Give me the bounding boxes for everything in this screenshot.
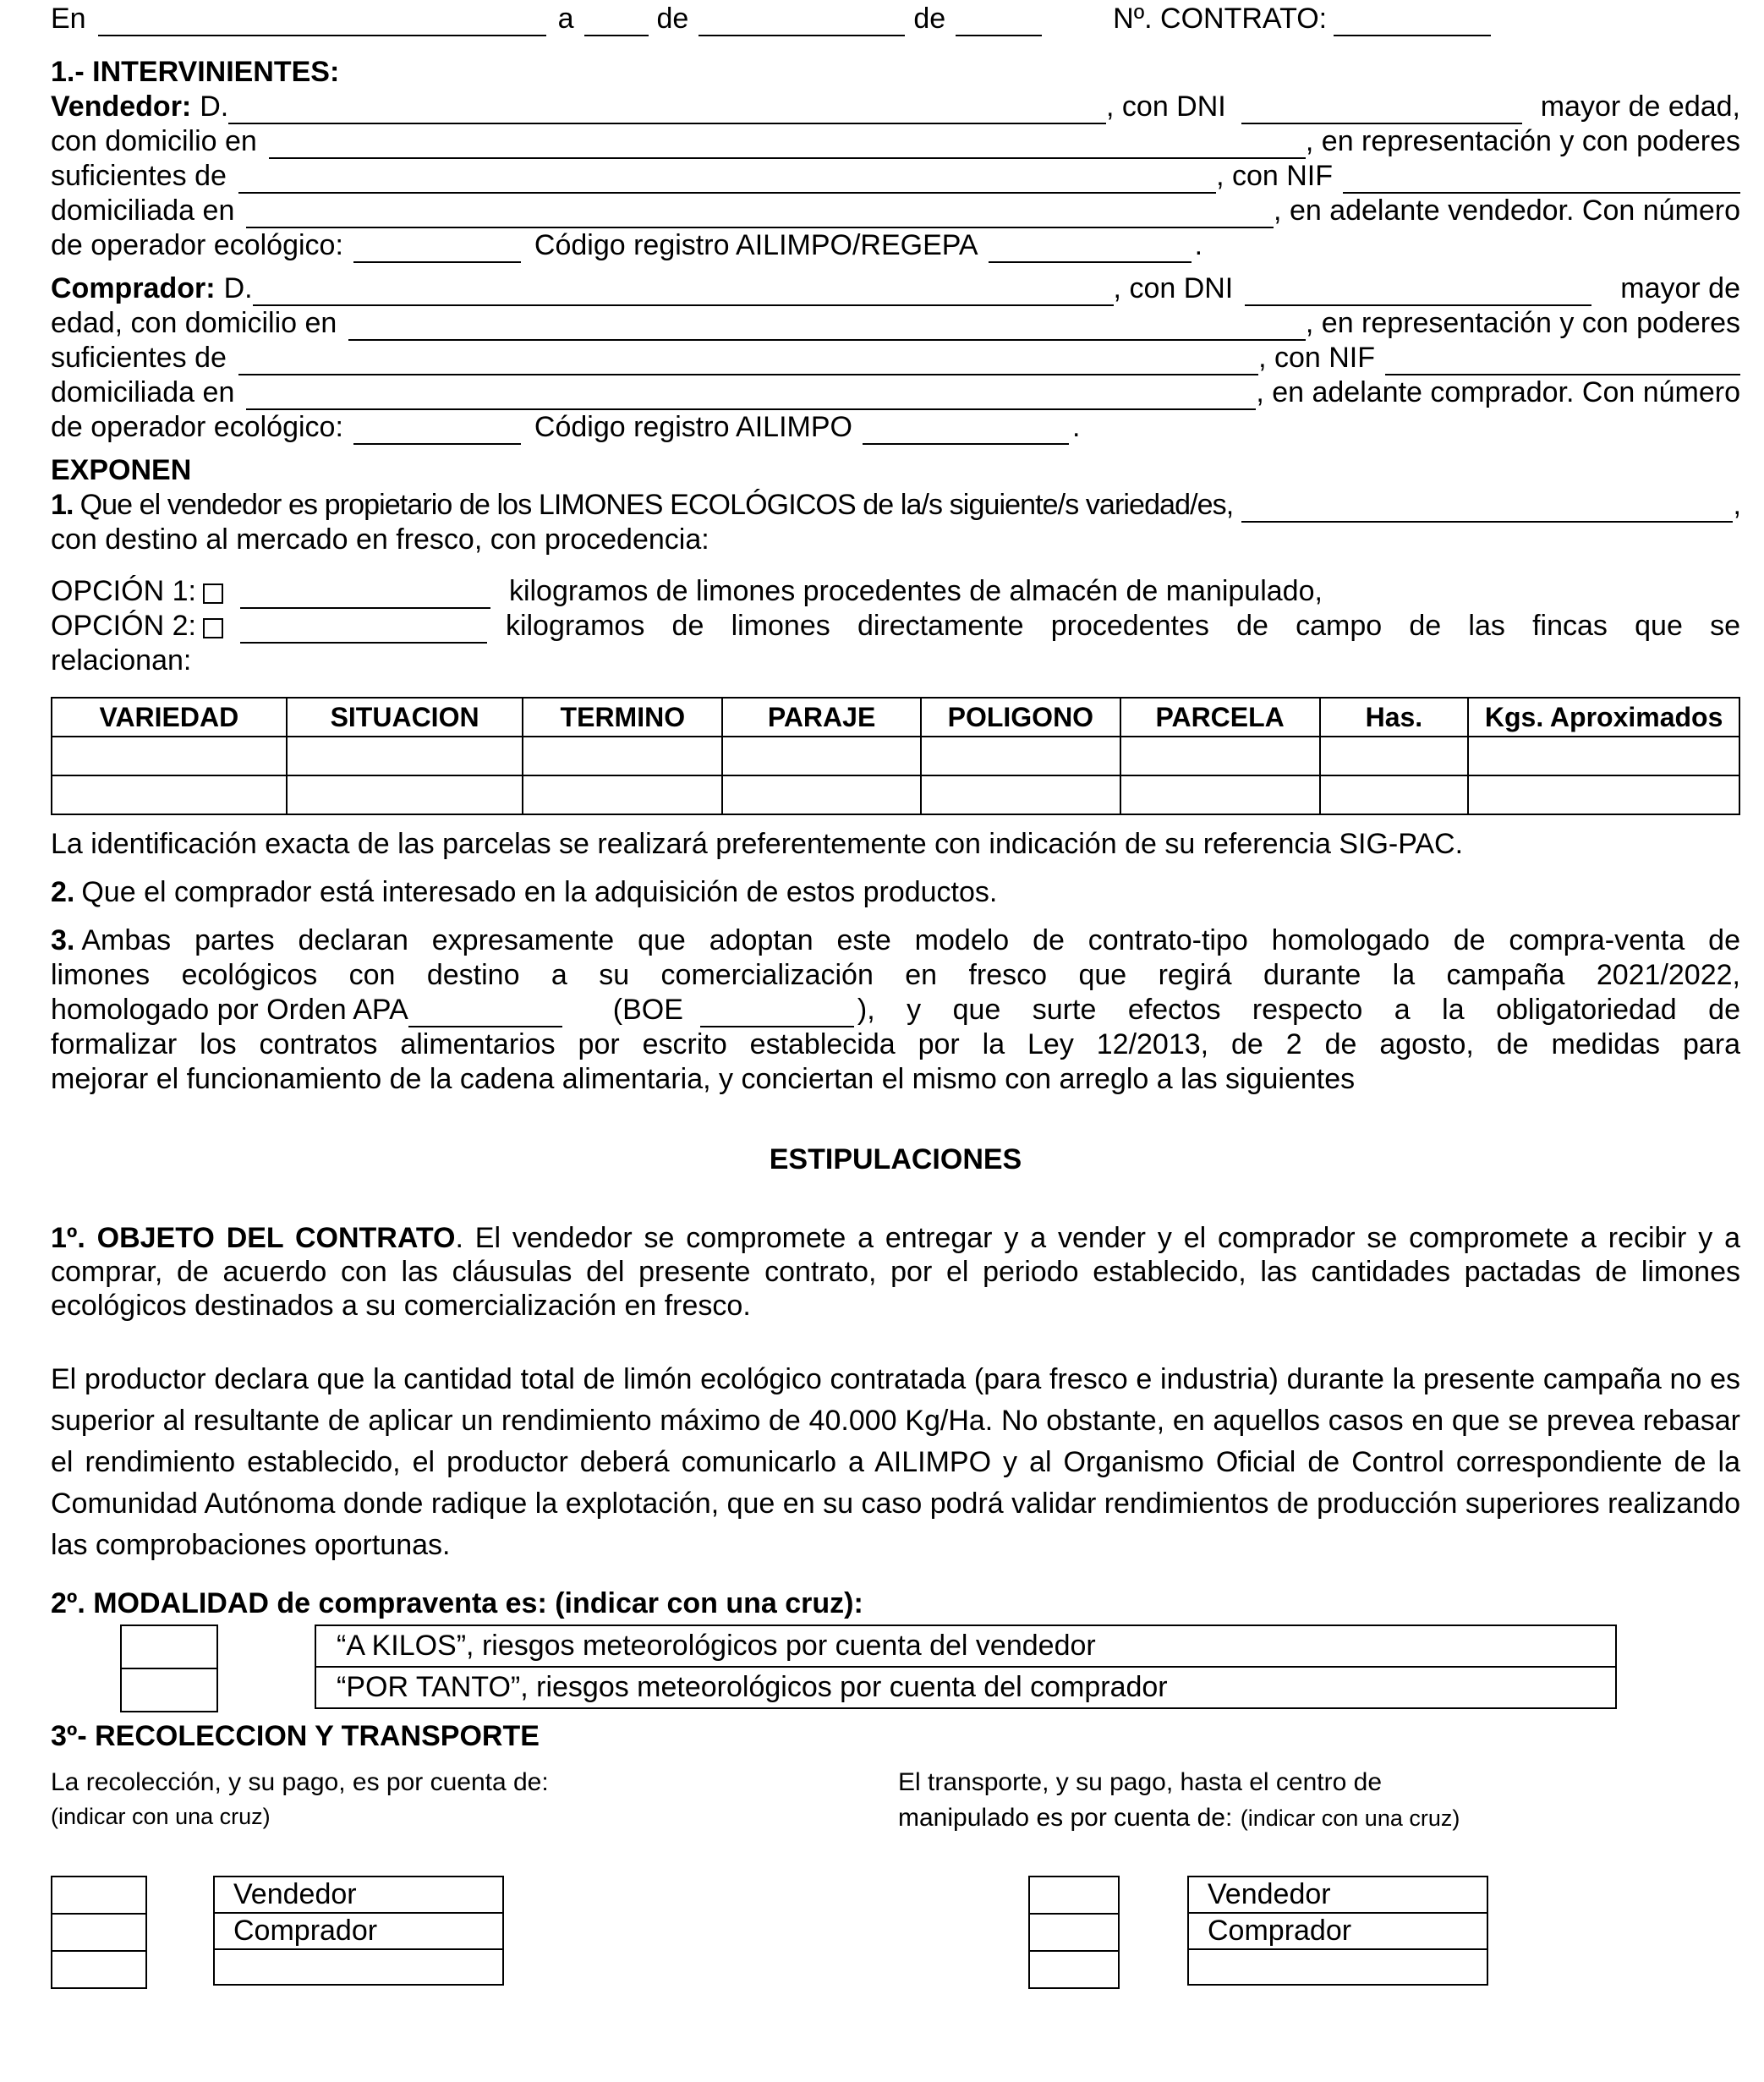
vendedor-name-field[interactable] <box>228 97 1106 124</box>
comprador-domicilio-field[interactable] <box>348 314 1306 341</box>
opcion-1-kg-field[interactable] <box>240 582 490 609</box>
recoleccion-vendedor-checkbox[interactable] <box>52 1877 146 1914</box>
vendedor-operador-label: de operador ecológico: <box>51 229 343 261</box>
opcion-2-label: OPCIÓN 2: <box>51 610 196 642</box>
orden-apa-field[interactable] <box>408 1000 562 1027</box>
header-de2: de <box>913 3 946 35</box>
opcion-2-line <box>51 609 1740 644</box>
boe-field[interactable] <box>700 1000 854 1027</box>
vendedor-domicilio-label: con domicilio en <box>51 125 257 157</box>
exponen-p3 <box>51 923 1740 1097</box>
col-variedad: VARIEDAD <box>52 698 287 737</box>
transporte-other-checkbox[interactable] <box>1029 1951 1119 1988</box>
opcion-1-label: OPCIÓN 1: <box>51 575 196 607</box>
modalidad-options <box>51 1625 1740 1712</box>
table-cell[interactable] <box>722 775 921 814</box>
comprador-empresa-field[interactable] <box>238 348 1258 375</box>
estipulacion-1-title: 1º. OBJETO DEL CONTRATO <box>51 1222 456 1254</box>
exponen-p2-text: Que el comprador está interesado en la adquisición de estos productos. <box>81 876 998 908</box>
table-row <box>52 737 1739 775</box>
header-en: En <box>51 3 86 35</box>
comprador-dni-field[interactable] <box>1245 279 1591 306</box>
transporte-comprador-checkbox[interactable] <box>1029 1914 1119 1951</box>
vendedor-line-2 <box>51 124 1740 159</box>
estipulacion-3-title: 3º- RECOLECCION Y TRANSPORTE <box>51 1720 540 1752</box>
comprador-nif-label: , con NIF <box>1258 342 1375 374</box>
transporte-line-2 <box>898 1800 1460 1833</box>
vendedor-d: D. <box>200 90 229 123</box>
day-field[interactable] <box>584 9 649 36</box>
opcion-2-text: kilogramos de limones directamente procedentes de campo de las fincas que se <box>505 610 1740 642</box>
comprador-line-3 <box>51 341 1740 375</box>
exponen-p3-text-1: Ambas partes declaran expresamente que adoptan este modelo de contrato-tipo homologado de compra-venta de <box>81 924 1740 956</box>
vendedor-empresa-field[interactable] <box>238 167 1216 194</box>
vendedor-registro-field[interactable] <box>989 236 1192 263</box>
exponen-p3-line-3 <box>51 993 1740 1027</box>
table-cell[interactable] <box>287 737 523 775</box>
exponen-p3-orden: homologado por Orden APA <box>51 994 408 1026</box>
recoleccion-comprador-label: Comprador <box>214 1913 503 1949</box>
variedad-field[interactable] <box>1241 496 1733 523</box>
col-termino: TERMINO <box>523 698 722 737</box>
modalidad-tanto-checkbox[interactable] <box>121 1668 217 1712</box>
comprador-mayor-de: mayor de <box>1620 272 1740 304</box>
header-de1: de <box>656 3 689 35</box>
vendedor-registro-label: Código registro AILIMPO/REGEPA <box>534 229 978 261</box>
exponen-p1-number: 1. <box>51 489 74 521</box>
estipulacion-1-paragraph-2: El productor declara que la cantidad total de limón ecológico contratada (para fresco e industria) durante la presente campaña no es superior al resultante de aplicar un rendimiento máximo de 40.000 Kg/Ha. No obstante, en aquellos casos en que se prevea rebasar el rendimiento establecido, el productor deberá comunicarlo a AILIMPO y al Organismo Oficial de Control correspondiente de la Comunidad Autónoma donde radique la explotación, que en su caso podrá validar rendimientos de producción superiores realizando las comprobaciones oportunas. <box>51 1363 1740 1561</box>
vendedor-domiciliada-field[interactable] <box>246 201 1274 228</box>
transporte-other-field[interactable] <box>1188 1949 1487 1985</box>
comprador-suficientes-label: suficientes de <box>51 342 227 374</box>
table-cell[interactable] <box>1120 737 1320 775</box>
opcion-1-text: kilogramos de limones procedentes de almacén de manipulado, <box>508 575 1323 607</box>
table-cell[interactable] <box>1320 737 1469 775</box>
comprador-domiciliada-field[interactable] <box>246 383 1256 410</box>
contract-number-label: Nº. CONTRATO: <box>1113 3 1328 35</box>
year-field[interactable] <box>956 9 1042 36</box>
exponen-p1-text: Que el vendedor es propietario de los LIMONES ECOLÓGICOS de la/s siguiente/s variedad/es, <box>79 489 1234 521</box>
opcion-2-continuation: relacionan: <box>51 644 192 677</box>
recoleccion-other-field[interactable] <box>214 1949 503 1985</box>
exponen-title: EXPONEN <box>51 454 192 486</box>
vendedor-period: . <box>1194 229 1203 261</box>
table-cell[interactable] <box>921 737 1120 775</box>
vendedor-dni-field[interactable] <box>1241 97 1522 124</box>
transporte-options <box>1187 1876 1488 1986</box>
exponen-p1-line-2: con destino al mercado en fresco, con procedencia: <box>51 523 709 556</box>
transporte-vendedor-checkbox[interactable] <box>1029 1877 1119 1914</box>
comprador-line-4 <box>51 375 1740 410</box>
comprador-domicilio-label: edad, con domicilio en <box>51 307 337 339</box>
comprador-dni-label: , con DNI <box>1113 272 1234 304</box>
comprador-representacion-text: , en representación y con poderes <box>1305 307 1740 339</box>
comprador-nif-field[interactable] <box>1385 348 1740 375</box>
exponen-p3-number: 3. <box>51 924 75 956</box>
vendedor-domiciliada-label: domiciliada en <box>51 195 235 227</box>
contract-header <box>51 2 1740 36</box>
comprador-name-field[interactable] <box>253 279 1114 306</box>
exponen-p3-line-1 <box>51 923 1740 958</box>
estipulacion-1 <box>51 1221 1740 1323</box>
col-poligono: POLIGONO <box>921 698 1120 737</box>
vendedor-line-1 <box>51 90 1740 124</box>
modalidad-kilos-label: “A KILOS”, riesgos meteorológicos por cuenta del vendedor <box>315 1625 1616 1667</box>
table-cell[interactable] <box>287 775 523 814</box>
opcion-2-kg-field[interactable] <box>240 616 487 644</box>
comprador-line-1 <box>51 271 1740 306</box>
vendedor-line-5 <box>51 228 1740 263</box>
col-kgs: Kgs. Aproximados <box>1468 698 1739 737</box>
comprador-domiciliada-label: domiciliada en <box>51 376 235 408</box>
table-cell[interactable] <box>722 737 921 775</box>
parcelas-table <box>51 697 1740 815</box>
vendedor-nif-label: , con NIF <box>1216 160 1333 192</box>
contract-number-field[interactable] <box>1334 9 1491 36</box>
exponen-p3-text-5: mejorar el funcionamiento de la cadena alimentaria, y conciertan el mismo con arreglo a las siguientes <box>51 1063 1356 1095</box>
sigpac-note: La identificación exacta de las parcelas se realizará preferentemente con indicación de su referencia SIG-PAC. <box>51 828 1464 860</box>
transporte-checkboxes <box>1028 1876 1120 1989</box>
place-field[interactable] <box>98 9 546 36</box>
table-cell[interactable] <box>1468 775 1739 814</box>
comprador-adelante-text: , en adelante comprador. Con número <box>1256 376 1740 408</box>
transporte-text <box>898 1766 1460 1833</box>
exponen-p1-comma: , <box>1733 489 1740 521</box>
transporte-comprador-label: Comprador <box>1188 1913 1487 1949</box>
opcion-2-checkbox[interactable] <box>203 618 223 638</box>
comprador-registro-label: Código registro AILIMPO <box>534 411 852 443</box>
recoleccion-label: La recolección, y su pago, es por cuenta de: <box>51 1768 549 1796</box>
vendedor-label: Vendedor: <box>51 90 192 123</box>
exponen-p2 <box>51 875 1740 910</box>
modalidad-labels <box>315 1625 1617 1709</box>
col-has: Has. <box>1320 698 1469 737</box>
vendedor-operador-field[interactable] <box>353 236 521 263</box>
table-cell[interactable] <box>1468 737 1739 775</box>
table-cell[interactable] <box>523 775 722 814</box>
recoleccion-comprador-checkbox[interactable] <box>52 1914 146 1951</box>
estipulacion-1-text: . El vendedor se compromete a entregar y a vender y el comprador se compromete a recibir y a comprar, de acuerdo con las cláusulas del presente contrato, por el periodo establecido, las cantidades pactadas de limones ecológicos destinados a su comercialización en fresco. <box>51 1222 1740 1322</box>
comprador-line-5 <box>51 410 1740 445</box>
transporte-label: El transporte, y su pago, hasta el centro de <box>898 1768 1383 1796</box>
intervinientes-title: 1.- INTERVINIENTES: <box>51 56 340 88</box>
vendedor-suficientes-label: suficientes de <box>51 160 227 192</box>
table-cell[interactable] <box>1120 775 1320 814</box>
table-cell[interactable] <box>921 775 1120 814</box>
vendedor-mayor-edad: mayor de edad, <box>1540 90 1740 123</box>
comprador-registro-field[interactable] <box>863 418 1069 445</box>
exponen-p1-line-1 <box>51 488 1740 523</box>
exponen-p3-text-3: ), y que surte efectos respecto a la obligatoriedad de <box>857 994 1740 1026</box>
header-a: a <box>557 3 574 35</box>
estipulacion-2-title: 2º. MODALIDAD de compraventa es: (indicar con una cruz): <box>51 1587 863 1619</box>
exponen-p2-number: 2. <box>51 876 75 908</box>
col-paraje: PARAJE <box>722 698 921 737</box>
exponen-p3-text-2: limones ecológicos con destino a su comercialización en fresco que regirá durante la campaña 2021/2022, <box>51 959 1740 991</box>
vendedor-line-4 <box>51 194 1740 228</box>
table-header-row <box>52 698 1739 737</box>
modalidad-kilos-checkbox[interactable] <box>121 1625 217 1668</box>
recoleccion-checkboxes <box>51 1876 147 1989</box>
col-situacion: SITUACION <box>287 698 523 737</box>
comprador-operador-field[interactable] <box>353 418 521 445</box>
vendedor-dni-label: , con DNI <box>1106 90 1226 123</box>
recoleccion-vendedor-label: Vendedor <box>214 1877 503 1913</box>
exponen-p3-text-4: formalizar los contratos alimentarios por escrito establecida por la Ley 12/2013, de 2 de agosto, de medidas para <box>51 1028 1740 1060</box>
comprador-period: . <box>1071 411 1081 443</box>
vendedor-line-3 <box>51 159 1740 194</box>
vendedor-domicilio-field[interactable] <box>269 132 1306 159</box>
recoleccion-transporte <box>51 1766 1740 1994</box>
comprador-line-2 <box>51 306 1740 341</box>
table-row <box>52 775 1739 814</box>
recoleccion-text <box>51 1766 549 1833</box>
recoleccion-other-checkbox[interactable] <box>52 1951 146 1988</box>
comprador-d: D. <box>223 272 253 304</box>
modalidad-checkboxes <box>120 1625 218 1712</box>
exponen-p3-boe: (BOE <box>612 994 683 1026</box>
recoleccion-hint: (indicar con una cruz) <box>51 1804 271 1829</box>
vendedor-nif-field[interactable] <box>1343 167 1740 194</box>
vendedor-representacion-text: , en representación y con poderes <box>1305 125 1740 157</box>
opcion-1-checkbox[interactable] <box>203 584 223 604</box>
table-cell[interactable] <box>52 737 287 775</box>
comprador-label: Comprador: <box>51 272 216 304</box>
table-cell[interactable] <box>523 737 722 775</box>
opcion-1-line <box>51 574 1740 609</box>
estipulaciones-title: ESTIPULACIONES <box>769 1143 1022 1175</box>
recoleccion-options <box>213 1876 504 1986</box>
table-cell[interactable] <box>52 775 287 814</box>
comprador-operador-label: de operador ecológico: <box>51 411 343 443</box>
table-cell[interactable] <box>1320 775 1469 814</box>
transporte-vendedor-label: Vendedor <box>1188 1877 1487 1913</box>
transporte-label-2: manipulado es por cuenta de: <box>898 1804 1233 1832</box>
transporte-hint: (indicar con una cruz) <box>1240 1805 1460 1831</box>
modalidad-tanto-label: “POR TANTO”, riesgos meteorológicos por cuenta del comprador <box>315 1667 1616 1708</box>
month-field[interactable] <box>698 9 905 36</box>
vendedor-adelante-text: , en adelante vendedor. Con número <box>1274 195 1740 227</box>
col-parcela: PARCELA <box>1120 698 1320 737</box>
